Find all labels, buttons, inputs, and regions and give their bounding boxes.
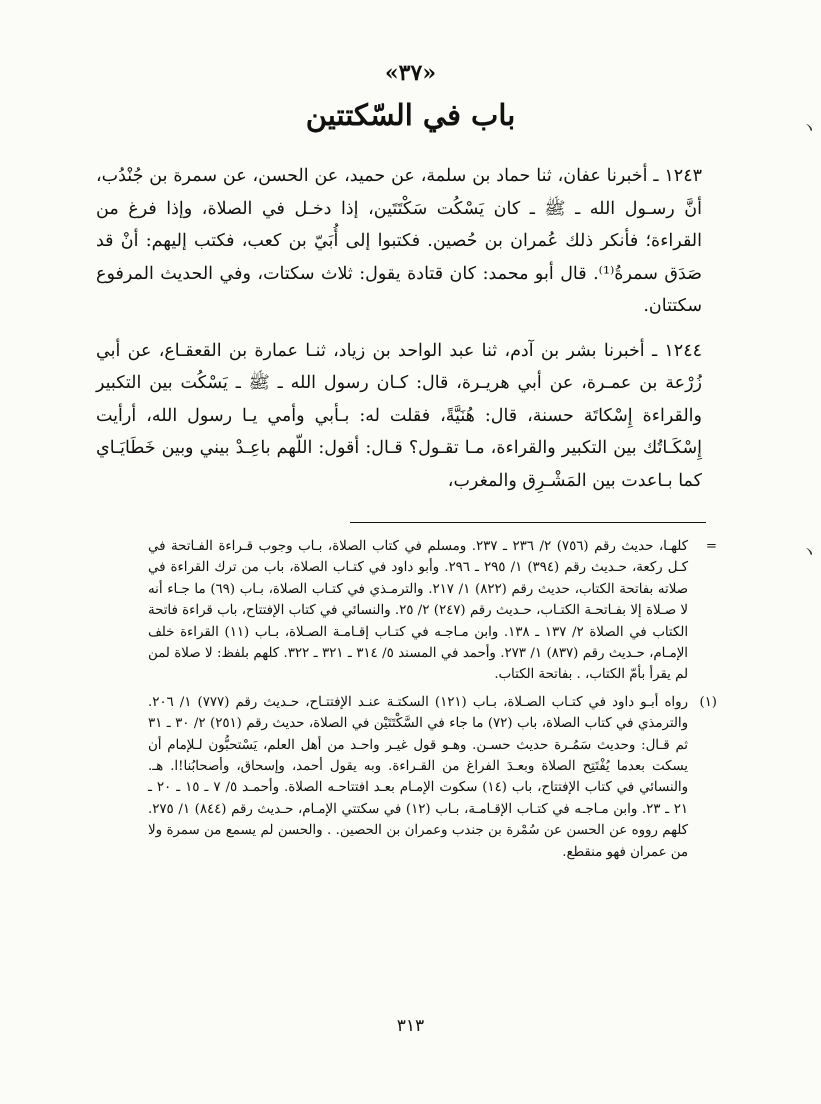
footnote-divider: [350, 522, 706, 523]
margin-tick-mark: ヽ: [800, 542, 818, 563]
hadith-1243: ١٢٤٣ ـ أخبرنا عفان، ثنا حماد بن سلمة، عن حميد، عن الحسن، عن سمرة بن جُنْدُب، أنَّ رسـول الله ـ ﷺ ـ كان يَسْكُت سَكْتَتَين، إذا دخـل في الصلاة، وإذا فرغ من القراءة؛ فأنكر ذلك عُمران بن حُصين. فكتبوا إلى أُبَيّ بن كعب، فكتب إليهم: أنْ قد صَدَق سمرةُ⁽¹⁾. قال أبو محمد: كان قتادة يقول: ثلاث سكتات، وفي الحديث المرفوع سكتتان.: [96, 166, 703, 316]
footnote-1-text: رواه أبـو داود في كتـاب الصـلاة، بـاب (١٢١) السكتـة عنـد الإفتتـاح، حـديث رقم (٧٧٧) ١/ ٢٠٦. والترمذي في كتاب الصلاة، باب (٧٢) ما جاء في السَّكْتَتَيْن في الصلاة، حديث رقم (٢٥١) ٢/ ٣٠ ـ ٣١ ثم قـال: وحديث سَمُـرة حديث حسـن. وهـو قول غيـر واحـد من أهل العلم، يَسْتحبُّون لـلإمام أن يسكت بعدما يُفْتَتِح الصلاة وبعـدَ الفراغ من القـراءة. وبه يقول أحمد، وإسحاق، وأصحابُنا!ا. هـ. والنسائي في كتاب الإفتتاح، باب (١٤) سكوت الإمـام بعـد افتتاحـه الصلاة. وأحمـد ٥/ ٧ ـ ١٥ ـ ٢٠ ـ ٢١ ـ ٢٣. وابن مـاجـه في كتـاب الإقـامـة، بـاب (١٢) في سكتتي الإمـام، حـديث رقم (٨٤٤) ١/ ٢٧٥. كلهم رووه عن الحسن عن سُمْرة بن جندب وعمران بن الحصين. . والحسن لم يسمع من سمرة ولا من عمران فهو منقطع.: [148, 694, 688, 860]
footnote-continued-text: كلهـا، حديث رقم (٧٥٦) ٢/ ٢٣٦ ـ ٢٣٧. ومسلم في كتاب الصلاة، بـاب وجوب قـراءة الفـاتحة في كـل ركعة، حـديث رقم (٣٩٤) ١/ ٢٩٥ ـ ٢٩٦. وأبو داود في كتـاب الصلاة، باب من ترك القراءة في صلاته بفاتحة الكتاب، حديث رقم (٨٢٢) ١/ ٢١٧. والترمـذي في كتـاب الصلاة، بـاب (٦٩) ما جـاء أنه لا صـلاة إلا بفـاتحـة الكتـاب، حـديث رقم (٢٤٧) ٢/ ٢٥. والنسائي في كتاب الإفتتاح، باب قراءة فاتحة الكتاب في الصلاة ٢/ ١٣٧ ـ ١٣٨. وابن مـاجـه في كتـاب إقـامـة الصـلاة، بـاب (١١) القراءة خلف الإمـام، حـديث رقم (٨٣٧) ١/ ٢٧٣. وأحمد في المسند ٥/ ٣١٤ ـ ٣٢١ ـ ٣٢٢. كلهم بلفظ: لا صلاة لمن لم يقرأ بأمّ الكتاب، . بفاتحة الكتاب.: [148, 539, 689, 683]
footnote-continued: [148, 536, 717, 686]
hadith-1244: ١٢٤٤ ـ أخبرنا بشر بن آدم، ثنا عبد الواحد بن زياد، ثنـا عمارة بن القعقـاع، عن أبي زُرْعة بن عمـرة، عن أبي هريـرة، قال: كـان رسول الله ـ ﷺ ـ يَسْكُت بين التكبير والقراءة إِسْكاتَة حسنة، قال: هُنَيَّةً، فقلت له: بـأبي وأمي يـا رسول الله، أرأيت إِسْكَـاتُك بين التكبير والقراءة، مـا تقـول؟ قـال: أقول: اللّهم باعِـدْ بيني وبين خَطَايَـاي كما بـاعدت بين المَشْـرِق والمغرب،: [96, 340, 702, 491]
footnote-1: [148, 692, 717, 863]
main-text: [96, 160, 702, 497]
chapter-number: «٣٧»: [384, 60, 437, 86]
footnotes-section: [148, 536, 717, 863]
footnote-continuation-marker: =: [705, 539, 717, 554]
footnote-1-marker: (١): [699, 694, 717, 710]
margin-tick-mark: ヽ: [800, 118, 818, 139]
page-number: ٣١٣: [396, 1016, 425, 1036]
chapter-title: باب في السّكتتين: [305, 98, 516, 132]
